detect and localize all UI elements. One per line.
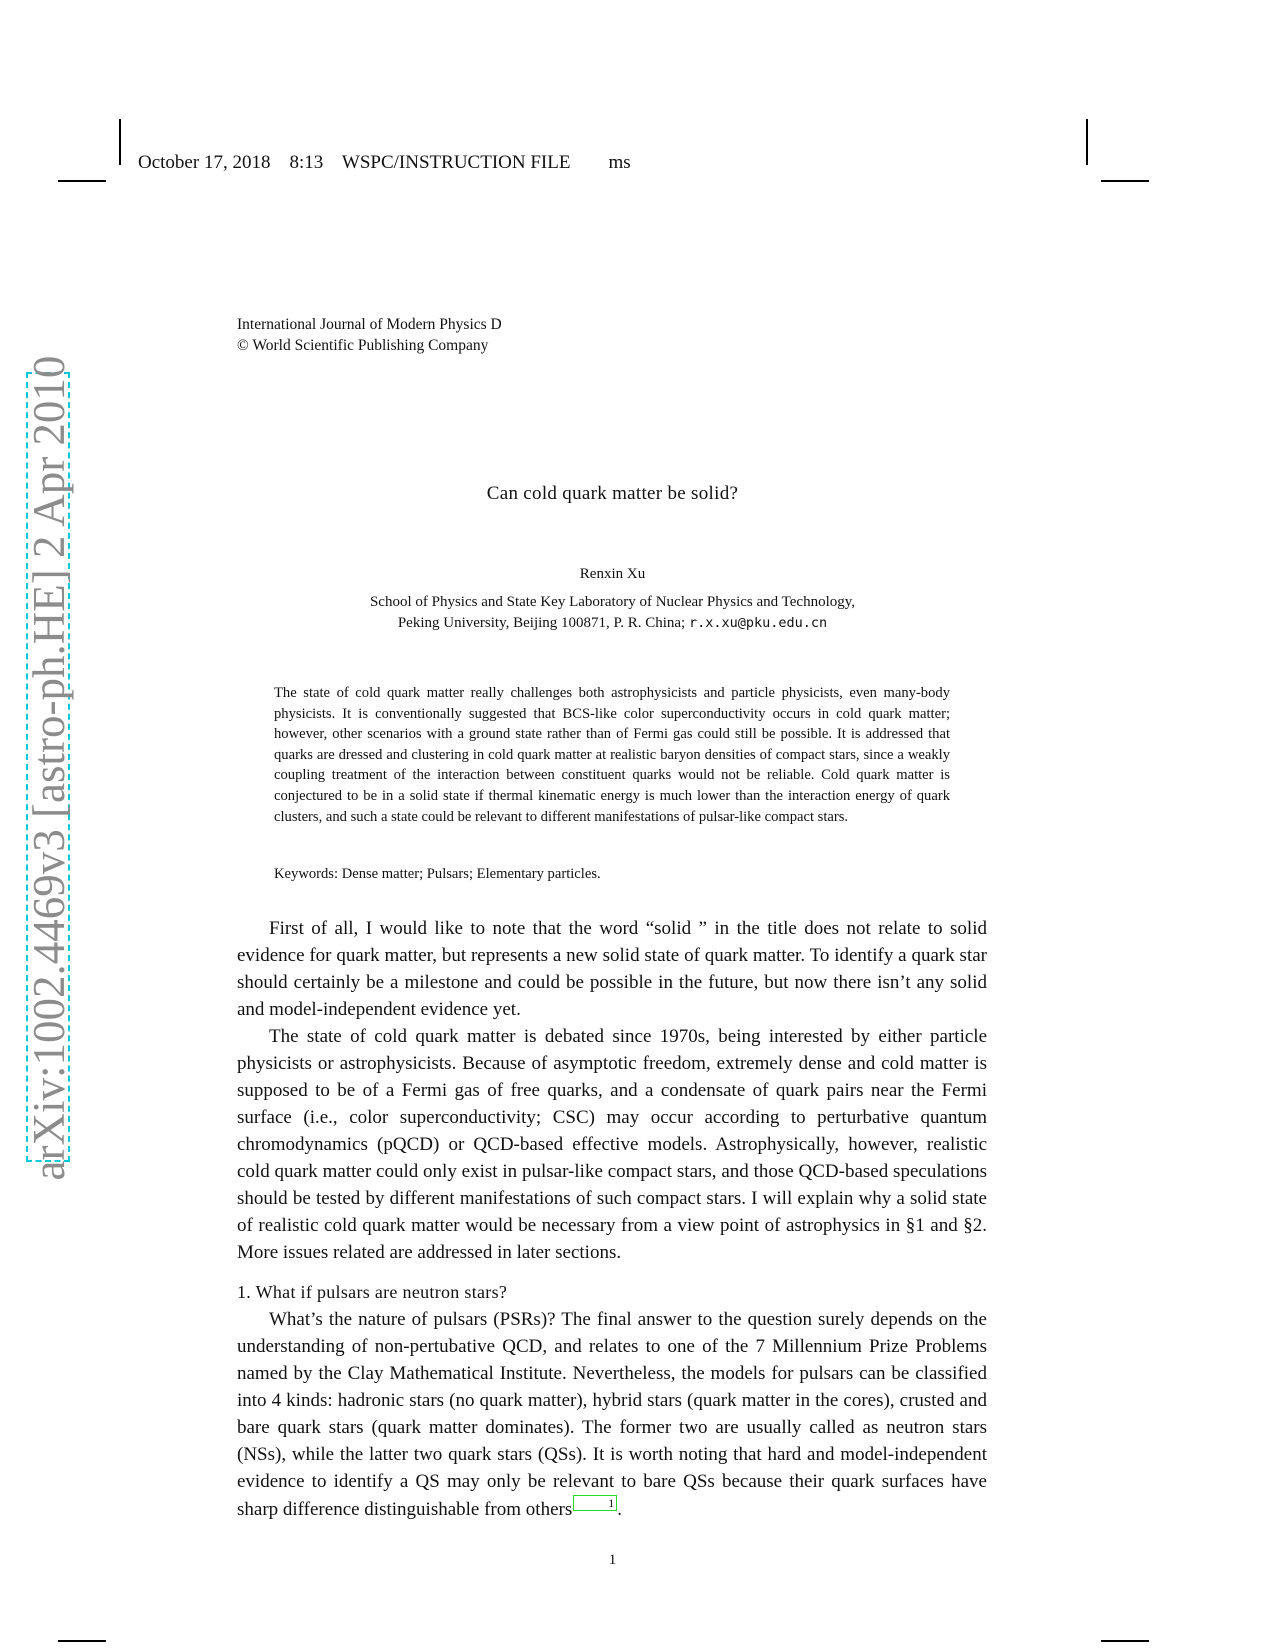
crop-mark-top-right-horizontal — [1101, 180, 1149, 182]
keywords: Keywords: Dense matter; Pulsars; Elementary particles. — [274, 866, 601, 882]
affiliation-line-2: Peking University, Beijing 100871, P. R. China; r.x.xu@pku.edu.cn — [397, 615, 828, 631]
arxiv-stamp-text[interactable]: arXiv:1002.4469v3 [astro-ph.HE] 2 Apr 2010 — [24, 355, 74, 1181]
crop-mark-bottom-right-horizontal — [1101, 1640, 1149, 1642]
page-number: 1 — [608, 1552, 617, 1568]
affiliation-line-1: School of Physics and State Key Laboratory of Nuclear Physics and Technology, — [369, 594, 856, 610]
journal-copyright: © World Scientific Publishing Company — [237, 337, 489, 354]
header-time: 8:13 — [289, 152, 324, 173]
section-heading-1: 1. What if pulsars are neutron stars? — [237, 1282, 508, 1302]
paper-title: Can cold quark matter be solid? — [486, 483, 739, 504]
crop-mark-top-left-horizontal — [58, 180, 106, 182]
body-paragraph-2: The state of cold quark matter is debated since 1970s, being interested by either particle physicists or astrophysicists. Because of asymptotic freedom, extremely dense and cold matter is supposed to be of a Fermi gas of free quarks, and a condensate of quark pairs near the Fermi surface (i.e., color superconductivity; CSC) may occur according to perturbative quantum chromodynamics (pQCD) or QCD-based effective models. Astrophysically, however, realistic cold quark matter could only exist in pulsar-like compact stars, and those QCD-based speculations should be tested by different manifestations of such compact stars. I will explain why a solid state of realistic cold quark matter would be necessary from a view point of astrophysics in §1 and §2. More issues related are addressed in later sections. — [237, 1026, 987, 1263]
crop-mark-top-right-vertical — [1086, 119, 1088, 165]
paper-affiliation — [0, 592, 1225, 634]
journal-name: International Journal of Modern Physics D — [237, 316, 502, 333]
header-name: ms — [608, 152, 631, 173]
header-date: October 17, 2018 — [138, 152, 271, 173]
crop-mark-bottom-left-horizontal — [58, 1640, 106, 1642]
author-email[interactable]: r.x.xu@pku.edu.cn — [688, 615, 828, 631]
crop-mark-top-left-vertical — [119, 119, 121, 165]
citation-link[interactable]: 1 — [573, 1495, 617, 1511]
journal-info — [237, 314, 502, 356]
paper-author: Renxin Xu — [579, 566, 646, 582]
body-paragraph-1: First of all, I would like to note that the word “solid ” in the title does not relate to solid evidence for quark matter, but represents a new solid state of quark matter. To identify a quark star should certainly be a milestone and could be possible in the future, but now there isn’t any solid and model-independent evidence yet. — [237, 918, 987, 1020]
body-paragraph-3: What’s the nature of pulsars (PSRs)? The final answer to the question surely depends on the understanding of non-pertubative QCD, and relates to one of the 7 Millennium Prize Problems named by the Clay Mathematical Institute. Nevertheless, the models for pulsars can be classified into 4 kinds: hadronic stars (no quark matter), hybrid stars (quark matter in the cores), crusted and bare quark stars (quark matter dominates). The former two are usually called as neutron stars (NSs), while the latter two quark stars (QSs). It is worth noting that hard and model-independent evidence to identify a QS may only be relevant to bare QSs because their quark surfaces have sharp difference distinguishable from others 1 . — [237, 1309, 987, 1520]
abstract: The state of cold quark matter really challenges both astrophysicists and particle physicists, even many-body physicists. It is conventionally suggested that BCS-like color superconductivity occurs in cold quark matter; however, other scenarios with a ground state rather than of Fermi gas could still be possible. It is addressed that quarks are dressed and clustering in cold quark matter at realistic baryon densities of compact stars, since a weakly coupling treatment of the interaction between constituent quarks would not be reliable. Cold quark matter is conjectured to be in a solid state if thermal kinematic energy is much lower than the interaction energy of quark clusters, and such a state could be relevant to different manifestations of pulsar-like compact stars. — [274, 685, 950, 825]
header-file: WSPC/INSTRUCTION FILE — [341, 152, 571, 173]
running-header — [138, 152, 631, 174]
